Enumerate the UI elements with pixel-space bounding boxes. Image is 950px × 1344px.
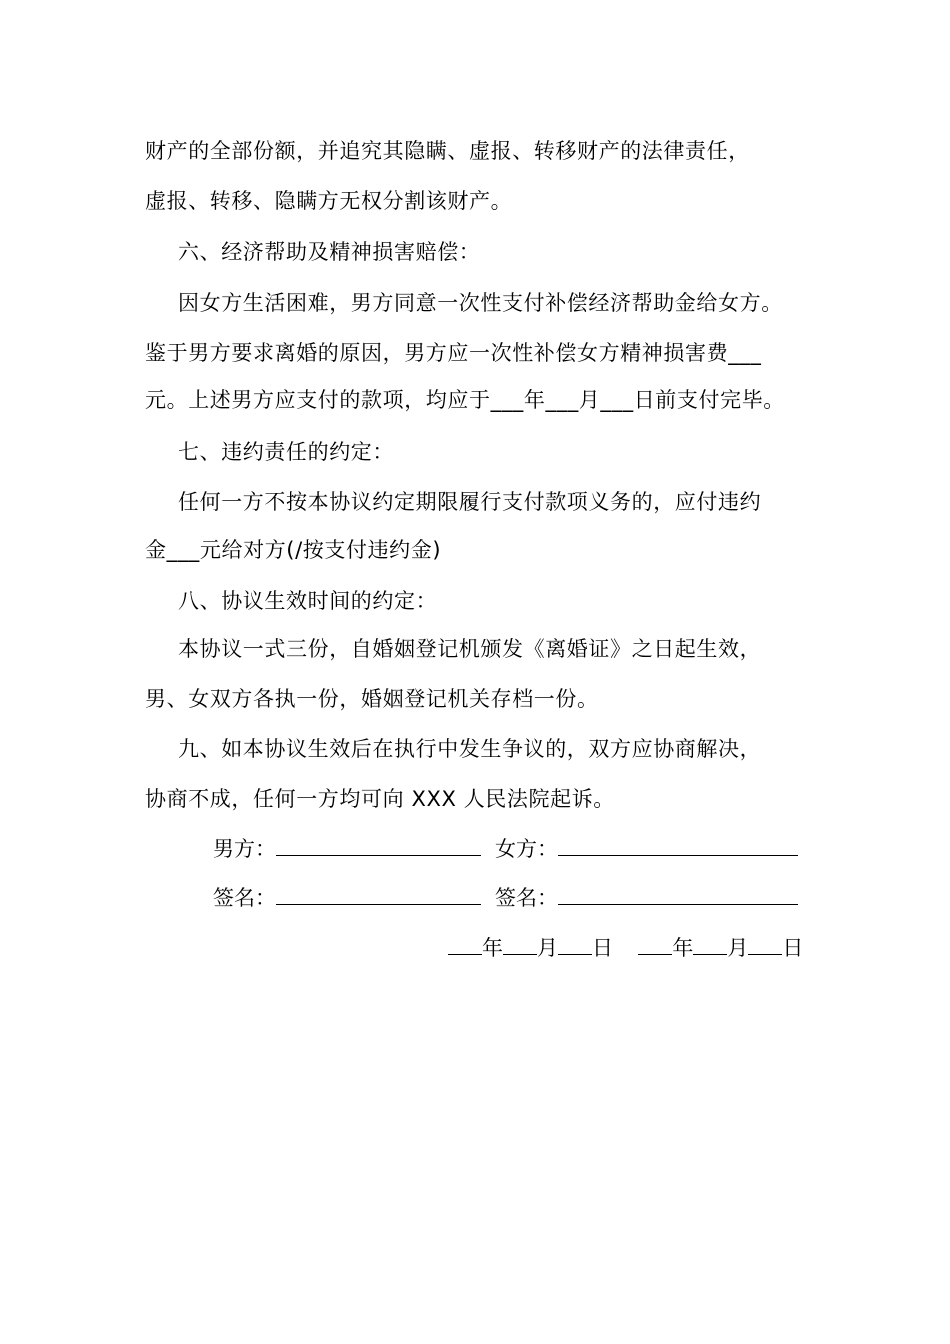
female-month-blank — [693, 932, 727, 955]
female-party-label: 女方： — [495, 837, 558, 861]
body-line-4: 鉴于男方要求离婚的原因，男方应一次性补偿女方精神损害费___ — [145, 341, 762, 365]
male-sign-blank — [276, 882, 481, 905]
female-day-label: 日 — [782, 936, 804, 960]
male-year-label: 年 — [482, 936, 503, 960]
female-sign-label: 签名： — [495, 886, 558, 910]
body-line-2: 虚报、转移、隐瞒方无权分割该财产。 — [145, 189, 513, 213]
female-month-label: 月 — [727, 936, 749, 960]
body-line-5: 元。上述男方应支付的款项，均应于___年___月___日前支付完毕。 — [145, 388, 785, 412]
male-day-blank — [558, 932, 592, 955]
section-heading-6: 六、经济帮助及精神损害赔偿： — [178, 240, 481, 264]
male-sign-row — [213, 882, 481, 913]
date-row — [448, 932, 803, 963]
body-line-10: 协商不成，任何一方均可向 XXX 人民法院起诉。 — [145, 787, 615, 811]
section-heading-7: 七、违约责任的约定： — [178, 440, 394, 464]
male-month-blank — [503, 932, 537, 955]
female-sign-row — [495, 882, 798, 913]
female-year-label: 年 — [672, 936, 694, 960]
male-month-label: 月 — [537, 936, 558, 960]
body-line-7: 金___元给对方(/按支付违约金) — [145, 538, 442, 562]
female-party-row — [495, 833, 798, 864]
female-year-blank — [638, 932, 672, 955]
male-year-blank — [448, 932, 482, 955]
male-party-blank — [276, 833, 481, 856]
female-party-blank — [558, 833, 798, 856]
body-line-3: 因女方生活困难，男方同意一次性支付补偿经济帮助金给女方。 — [178, 291, 783, 315]
body-line-1: 财产的全部份额，并追究其隐瞒、虚报、转移财产的法律责任， — [145, 139, 750, 163]
male-party-row — [213, 833, 481, 864]
body-line-6: 任何一方不按本协议约定期限履行支付款项义务的，应付违约 — [178, 490, 762, 514]
section-heading-9: 九、如本协议生效后在执行中发生争议的，双方应协商解决， — [178, 737, 762, 761]
section-heading-8: 八、协议生效时间的约定： — [178, 589, 438, 613]
male-day-label: 日 — [592, 936, 613, 960]
male-party-label: 男方： — [213, 837, 276, 861]
female-day-blank — [748, 932, 782, 955]
body-line-8: 本协议一式三份，自婚姻登记机颁发《离婚证》之日起生效， — [178, 637, 762, 661]
body-line-9: 男、女双方各执一份，婚姻登记机关存档一份。 — [145, 687, 599, 711]
male-sign-label: 签名： — [213, 886, 276, 910]
female-sign-blank — [558, 882, 798, 905]
